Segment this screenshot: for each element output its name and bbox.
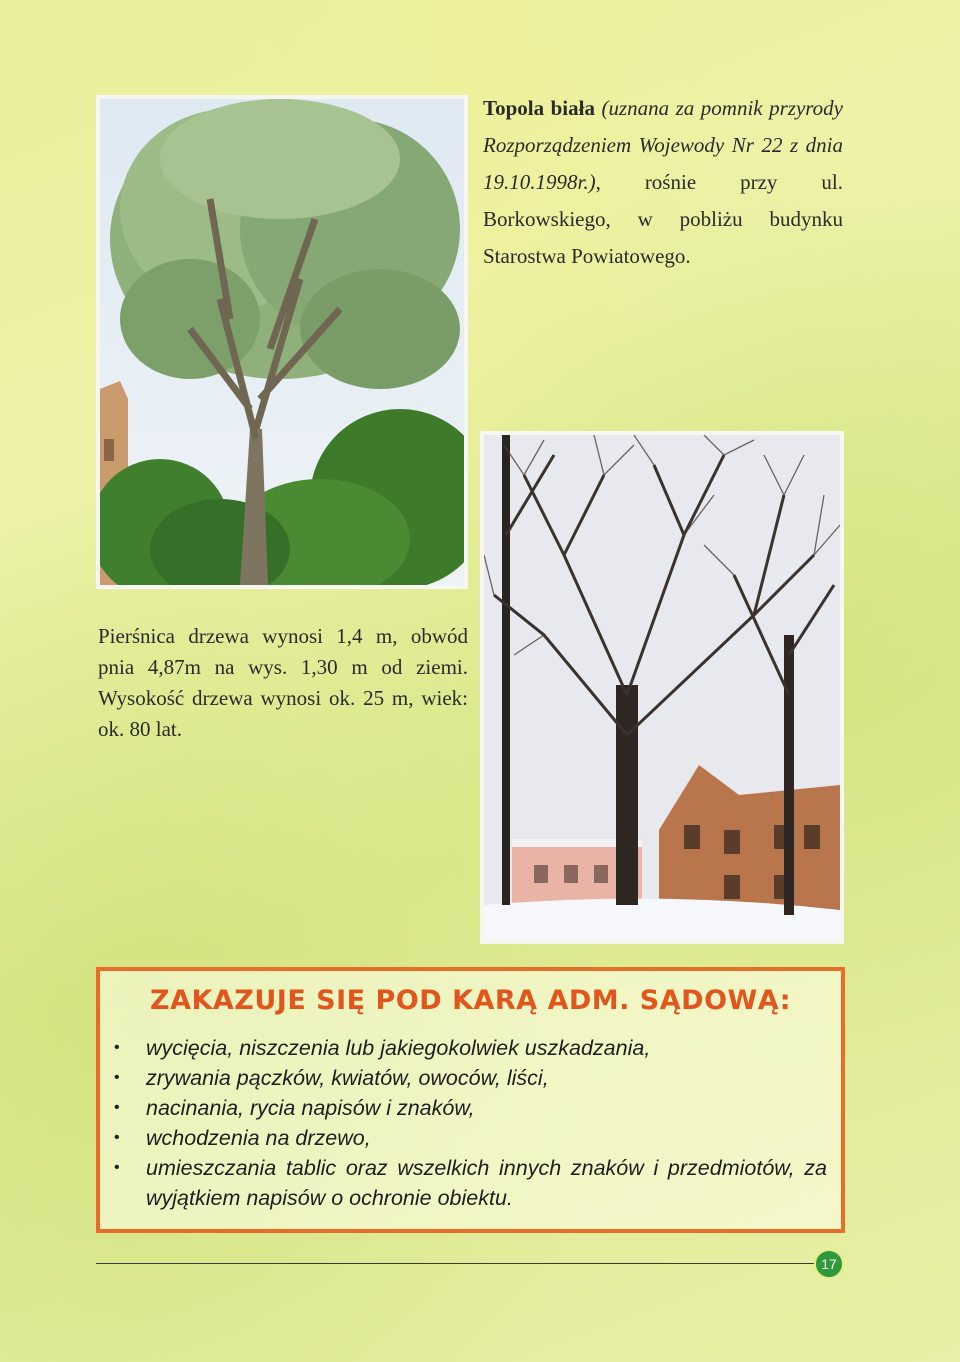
list-item: • wchodzenia na drzewo, xyxy=(112,1123,827,1153)
list-item: • umieszczania tablic oraz wszelkich innych znaków i przedmiotów, za wyjątkiem napisów o ochronie obiektu. xyxy=(112,1153,827,1213)
legal-note: (uznana za pomnik przyrody Rozporządzeniem Wojewody Nr 22 z dnia 19.10.1998r.) xyxy=(483,96,843,194)
prohibition-box xyxy=(96,967,845,1233)
bullet-icon: • xyxy=(114,1099,120,1116)
white-poplar-winter-photo xyxy=(480,431,844,944)
winter-tree-image xyxy=(484,435,840,940)
white-poplar-summer-photo xyxy=(96,95,468,589)
list-item: • nacinania, rycia napisów i znaków, xyxy=(112,1093,827,1123)
tree-name: Topola biała xyxy=(483,96,595,120)
location-text: , rośnie przy ul. Borkowskiego, w pobliżu budynku Starostwa Powiatowego. xyxy=(483,170,843,268)
footer-divider xyxy=(96,1263,816,1264)
list-item: • wycięcia, niszczenia lub jakiegokolwiek uszkadzania, xyxy=(112,1033,827,1063)
intro-paragraph xyxy=(483,90,843,275)
bullet-icon: • xyxy=(114,1039,120,1056)
tree-description: Pierśnica drzewa wynosi 1,4 m, obwód pnia 4,87m na wys. 1,30 m od ziemi. Wysokość drzewa wynosi ok. 25 m, wiek: ok. 80 lat. xyxy=(98,624,468,741)
prohibition-list xyxy=(112,1033,827,1213)
bullet-icon: • xyxy=(114,1069,120,1086)
bullet-icon: • xyxy=(114,1159,120,1176)
bullet-icon: • xyxy=(114,1129,120,1146)
prohibition-title: ZAKAZUJE SIĘ POD KARĄ ADM. SĄDOWĄ: xyxy=(150,985,791,1016)
list-item: • zrywania pączków, kwiatów, owoców, liści, xyxy=(112,1063,827,1093)
summer-tree-image xyxy=(100,99,464,585)
page-number: 17 xyxy=(814,1249,844,1279)
